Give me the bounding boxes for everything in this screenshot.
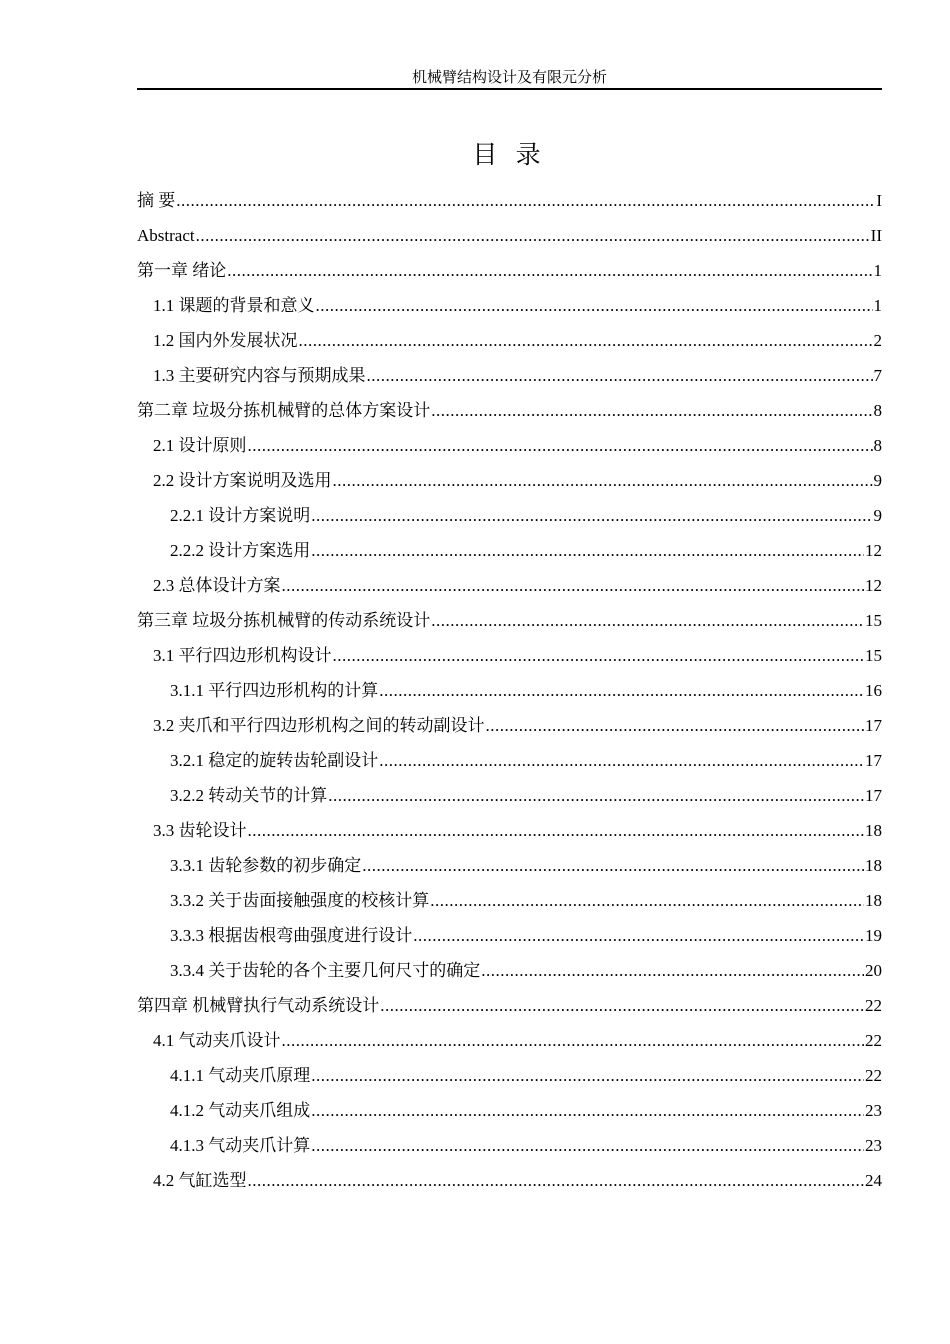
toc-entry[interactable]	[137, 603, 882, 638]
toc-entry-page-number: 15	[865, 646, 882, 665]
toc-dot-leader	[328, 778, 864, 813]
toc-entry-title: 3.2 夹爪和平行四边形机构之间的转动副设计	[153, 716, 485, 735]
toc-entry-page-number: II	[870, 226, 882, 245]
toc-entry[interactable]	[137, 953, 882, 988]
toc-entry-title: Abstract	[137, 226, 195, 245]
toc-entry-page-number: 20	[865, 961, 882, 980]
toc-entry[interactable]	[137, 358, 882, 393]
toc-dot-leader	[379, 673, 864, 708]
toc-entry[interactable]	[137, 428, 882, 463]
toc-entry-page-number: 18	[865, 821, 882, 840]
toc-entry[interactable]	[137, 183, 882, 218]
toc-entry[interactable]	[137, 708, 882, 743]
toc-entry-page-number: 1	[873, 296, 882, 315]
toc-dot-leader	[316, 288, 873, 323]
toc-dot-leader	[431, 393, 872, 428]
toc-dot-leader	[486, 708, 865, 743]
toc-entry-title: 第一章 绪论	[137, 261, 227, 280]
toc-dot-leader	[311, 1058, 864, 1093]
toc-entry-title: 3.1.1 平行四边形机构的计算	[170, 681, 379, 700]
toc-entry-title: 4.2 气缸选型	[153, 1171, 247, 1190]
running-header: 机械臂结构设计及有限元分析	[411, 70, 607, 86]
toc-entry-page-number: 23	[865, 1101, 882, 1120]
toc-entry-page-number: 18	[865, 856, 882, 875]
toc-entry[interactable]	[137, 568, 882, 603]
toc-entry[interactable]	[137, 533, 882, 568]
toc-entry-title: 2.2.2 设计方案选用	[170, 541, 311, 560]
toc-entry-page-number: 18	[865, 891, 882, 910]
toc-dot-leader	[430, 883, 864, 918]
toc-entry-title: 3.3.4 关于齿轮的各个主要几何尺寸的确定	[170, 961, 481, 980]
toc-dot-leader	[282, 568, 865, 603]
toc-entry-page-number: 1	[873, 261, 882, 280]
toc-entry-page-number: 9	[873, 506, 882, 525]
toc-entry[interactable]	[137, 673, 882, 708]
toc-entry[interactable]	[137, 918, 882, 953]
toc-entry-page-number: I	[876, 191, 882, 210]
toc-entry-page-number: 17	[865, 751, 882, 770]
toc-entry[interactable]	[137, 778, 882, 813]
toc-entry-title: 3.2.1 稳定的旋转齿轮副设计	[170, 751, 379, 770]
toc-dot-leader	[248, 1163, 865, 1198]
toc-dot-leader	[413, 918, 864, 953]
toc-dot-leader	[248, 428, 873, 463]
toc-entry-title: 1.2 国内外发展状况	[153, 331, 298, 350]
toc-dot-leader	[311, 1128, 864, 1163]
toc-entry-title: 3.1 平行四边形机构设计	[153, 646, 332, 665]
toc-entry[interactable]	[137, 1058, 882, 1093]
toc-entry-page-number: 17	[865, 716, 882, 735]
toc-entry-title: 3.3.2 关于齿面接触强度的校核计算	[170, 891, 430, 910]
toc-entry[interactable]	[137, 218, 882, 253]
toc-entry-title: 摘 要	[137, 191, 176, 210]
toc-entry-title: 第四章 机械臂执行气动系统设计	[137, 996, 380, 1015]
toc-entry[interactable]	[137, 1093, 882, 1128]
toc-entry-title: 2.2.1 设计方案说明	[170, 506, 311, 525]
toc-entry-title: 4.1.2 气动夹爪组成	[170, 1101, 311, 1120]
toc-dot-leader	[431, 603, 864, 638]
toc-entry[interactable]	[137, 883, 882, 918]
toc-dot-leader	[282, 1023, 865, 1058]
toc-entry[interactable]	[137, 813, 882, 848]
toc-entry-page-number: 22	[865, 1031, 882, 1050]
toc-entry-page-number: 2	[873, 331, 882, 350]
toc-entry[interactable]	[137, 498, 882, 533]
toc-dot-leader	[299, 323, 873, 358]
toc-dot-leader	[380, 988, 864, 1023]
table-of-contents	[137, 183, 882, 1198]
toc-dot-leader	[362, 848, 864, 883]
toc-dot-leader	[333, 463, 873, 498]
toc-entry-page-number: 22	[865, 1066, 882, 1085]
toc-entry[interactable]	[137, 988, 882, 1023]
toc-entry-title: 第三章 垃圾分拣机械臂的传动系统设计	[137, 611, 431, 630]
toc-entry-title: 第二章 垃圾分拣机械臂的总体方案设计	[137, 401, 431, 420]
toc-entry[interactable]	[137, 323, 882, 358]
toc-entry-title: 3.2.2 转动关节的计算	[170, 786, 328, 805]
toc-entry-title: 3.3.1 齿轮参数的初步确定	[170, 856, 362, 875]
toc-entry-page-number: 22	[865, 996, 882, 1015]
toc-entry-page-number: 12	[865, 541, 882, 560]
toc-entry-title: 4.1.3 气动夹爪计算	[170, 1136, 311, 1155]
toc-entry-page-number: 12	[865, 576, 882, 595]
toc-entry-page-number: 7	[873, 366, 882, 385]
toc-entry-page-number: 8	[873, 436, 882, 455]
toc-entry[interactable]	[137, 1128, 882, 1163]
toc-entry[interactable]	[137, 743, 882, 778]
toc-entry-page-number: 24	[865, 1171, 882, 1190]
toc-dot-leader	[367, 358, 873, 393]
toc-dot-leader	[311, 1093, 864, 1128]
toc-dot-leader	[333, 638, 865, 673]
toc-entry[interactable]	[137, 1163, 882, 1198]
toc-entry-title: 2.2 设计方案说明及选用	[153, 471, 332, 490]
toc-dot-leader	[311, 498, 872, 533]
toc-entry-title: 3.3.3 根据齿根弯曲强度进行设计	[170, 926, 413, 945]
toc-entry[interactable]	[137, 463, 882, 498]
toc-entry[interactable]	[137, 1023, 882, 1058]
toc-entry-page-number: 16	[865, 681, 882, 700]
toc-dot-leader	[311, 533, 864, 568]
toc-entry-page-number: 9	[873, 471, 882, 490]
toc-entry-title: 2.1 设计原则	[153, 436, 247, 455]
toc-entry-title: 2.3 总体设计方案	[153, 576, 281, 595]
toc-dot-leader	[196, 218, 870, 253]
toc-entry-page-number: 19	[865, 926, 882, 945]
toc-dot-leader	[379, 743, 864, 778]
header-rule	[137, 88, 882, 90]
toc-entry[interactable]	[137, 393, 882, 428]
toc-entry-page-number: 15	[865, 611, 882, 630]
toc-entry[interactable]	[137, 848, 882, 883]
toc-entry-title: 3.3 齿轮设计	[153, 821, 247, 840]
toc-dot-leader	[176, 183, 875, 218]
toc-entry-page-number: 23	[865, 1136, 882, 1155]
toc-entry-title: 1.3 主要研究内容与预期成果	[153, 366, 366, 385]
toc-entry[interactable]	[137, 638, 882, 673]
toc-dot-leader	[481, 953, 864, 988]
toc-dot-leader	[248, 813, 865, 848]
toc-entry-page-number: 8	[873, 401, 882, 420]
toc-entry[interactable]	[137, 253, 882, 288]
toc-entry[interactable]	[137, 288, 882, 323]
toc-entry-page-number: 17	[865, 786, 882, 805]
toc-entry-title: 4.1 气动夹爪设计	[153, 1031, 281, 1050]
toc-dot-leader	[227, 253, 872, 288]
toc-title: 目 录	[472, 142, 547, 169]
toc-entry-title: 4.1.1 气动夹爪原理	[170, 1066, 311, 1085]
toc-entry-title: 1.1 课题的背景和意义	[153, 296, 315, 315]
